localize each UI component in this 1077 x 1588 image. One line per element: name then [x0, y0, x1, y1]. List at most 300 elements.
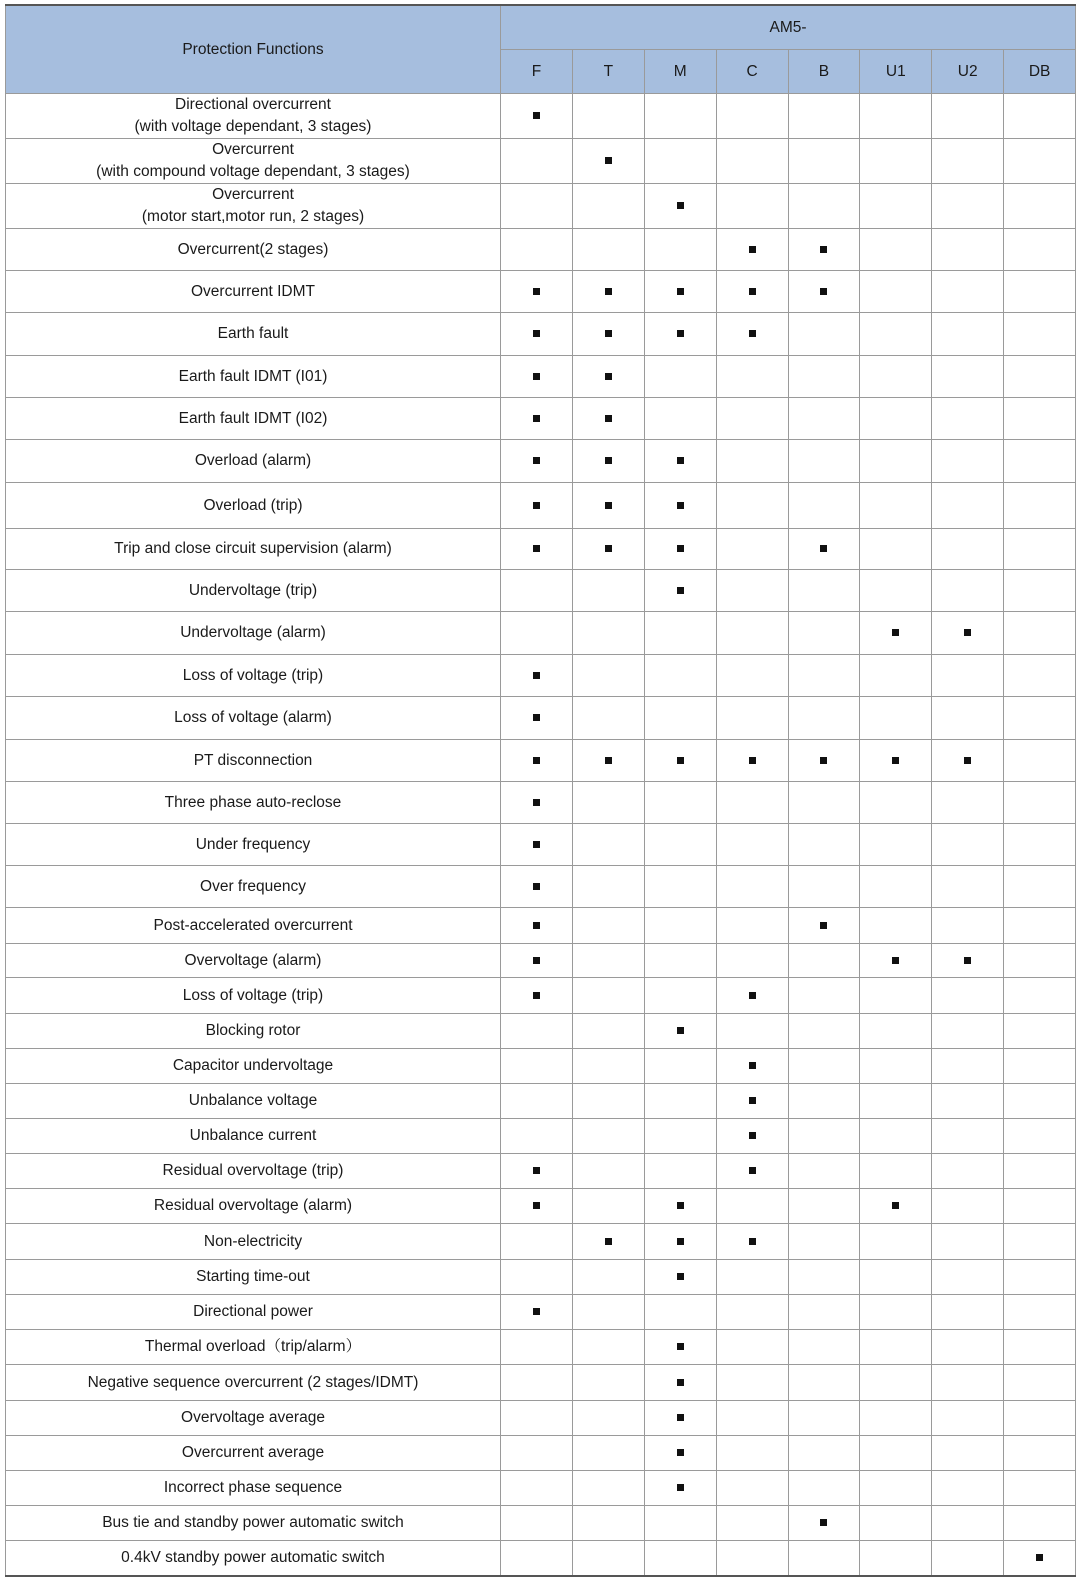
supported-mark-icon — [533, 841, 540, 848]
model-cell-u1 — [860, 908, 932, 944]
function-name-cell: Overload (alarm) — [6, 440, 501, 483]
model-cell-t — [572, 271, 644, 313]
table-row — [6, 1084, 1076, 1119]
model-cell-t — [572, 655, 644, 697]
supported-mark-icon — [820, 545, 827, 552]
model-cell-f — [501, 139, 573, 184]
model-cell-f — [501, 824, 573, 866]
model-cell-c — [716, 398, 788, 440]
model-cell-b — [788, 866, 860, 908]
table-row — [6, 570, 1076, 612]
model-cell-u2 — [932, 1224, 1004, 1260]
model-cell-b — [788, 1154, 860, 1189]
model-cell-f — [501, 440, 573, 483]
model-cell-f — [501, 1401, 573, 1436]
supported-mark-icon — [533, 1308, 540, 1315]
model-cell-u2 — [932, 944, 1004, 978]
function-name-cell: Overload (trip) — [6, 483, 501, 529]
model-cell-t — [572, 1224, 644, 1260]
model-cell-m — [644, 1260, 716, 1295]
model-cell-b — [788, 229, 860, 271]
function-name-cell: Blocking rotor — [6, 1014, 501, 1049]
table-row — [6, 824, 1076, 866]
model-cell-u1 — [860, 1084, 932, 1119]
model-cell-m — [644, 313, 716, 356]
supported-mark-icon — [892, 757, 899, 764]
model-cell-b — [788, 313, 860, 356]
model-cell-db — [1004, 782, 1076, 824]
supported-mark-icon — [533, 112, 540, 119]
model-cell-u2 — [932, 1295, 1004, 1330]
model-cell-m — [644, 229, 716, 271]
model-cell-u2 — [932, 1330, 1004, 1365]
supported-mark-icon — [677, 1027, 684, 1034]
model-cell-u1 — [860, 782, 932, 824]
table-row — [6, 440, 1076, 483]
model-cell-u2 — [932, 697, 1004, 740]
supported-mark-icon — [964, 957, 971, 964]
supported-mark-icon — [964, 757, 971, 764]
supported-mark-icon — [677, 757, 684, 764]
model-cell-f — [501, 908, 573, 944]
model-cell-b — [788, 740, 860, 782]
model-cell-b — [788, 1295, 860, 1330]
model-cell-u1 — [860, 1506, 932, 1541]
function-name-cell: Directional power — [6, 1295, 501, 1330]
model-cell-c — [716, 483, 788, 529]
model-cell-t — [572, 908, 644, 944]
model-cell-c — [716, 1330, 788, 1365]
model-cell-u1 — [860, 1189, 932, 1224]
model-cell-f — [501, 94, 573, 139]
model-cell-b — [788, 1330, 860, 1365]
model-cell-u2 — [932, 1471, 1004, 1506]
table-row — [6, 1330, 1076, 1365]
function-name-cell: Directional overcurrent (with voltage dependant, 3 stages) — [6, 94, 501, 139]
model-cell-db — [1004, 740, 1076, 782]
supported-mark-icon — [677, 202, 684, 209]
model-cell-m — [644, 1541, 716, 1576]
model-cell-c — [716, 1365, 788, 1401]
model-cell-c — [716, 356, 788, 398]
model-cell-db — [1004, 1154, 1076, 1189]
model-cell-f — [501, 1119, 573, 1154]
table-header — [6, 5, 1076, 94]
table-row — [6, 1224, 1076, 1260]
model-cell-u1 — [860, 1224, 932, 1260]
model-cell-c — [716, 184, 788, 229]
model-cell-u1 — [860, 824, 932, 866]
model-cell-c — [716, 978, 788, 1014]
model-cell-t — [572, 229, 644, 271]
table-row — [6, 229, 1076, 271]
supported-mark-icon — [820, 288, 827, 295]
model-cell-u2 — [932, 1506, 1004, 1541]
model-cell-b — [788, 184, 860, 229]
model-cell-db — [1004, 1260, 1076, 1295]
table-row — [6, 529, 1076, 570]
model-cell-t — [572, 184, 644, 229]
model-cell-b — [788, 978, 860, 1014]
model-cell-c — [716, 1295, 788, 1330]
model-cell-db — [1004, 570, 1076, 612]
table-row — [6, 908, 1076, 944]
table-row — [6, 1436, 1076, 1471]
model-cell-t — [572, 356, 644, 398]
supported-mark-icon — [533, 992, 540, 999]
supported-mark-icon — [677, 502, 684, 509]
model-cell-db — [1004, 866, 1076, 908]
model-cell-c — [716, 782, 788, 824]
model-cell-t — [572, 1506, 644, 1541]
model-cell-m — [644, 1506, 716, 1541]
model-cell-u1 — [860, 1154, 932, 1189]
model-cell-b — [788, 1224, 860, 1260]
function-name-cell: Overvoltage (alarm) — [6, 944, 501, 978]
model-cell-db — [1004, 1541, 1076, 1576]
model-cell-db — [1004, 1506, 1076, 1541]
model-cell-u1 — [860, 271, 932, 313]
supported-mark-icon — [677, 1414, 684, 1421]
function-name-cell: Three phase auto-reclose — [6, 782, 501, 824]
model-cell-u1 — [860, 1260, 932, 1295]
function-name-cell: Residual overvoltage (alarm) — [6, 1189, 501, 1224]
model-cell-u1 — [860, 697, 932, 740]
model-cell-f — [501, 398, 573, 440]
model-cell-m — [644, 1189, 716, 1224]
model-cell-m — [644, 740, 716, 782]
model-cell-m — [644, 529, 716, 570]
model-cell-u2 — [932, 313, 1004, 356]
model-cell-c — [716, 1189, 788, 1224]
model-cell-b — [788, 356, 860, 398]
model-cell-m — [644, 1471, 716, 1506]
supported-mark-icon — [964, 629, 971, 636]
model-cell-c — [716, 529, 788, 570]
model-cell-t — [572, 1436, 644, 1471]
model-cell-db — [1004, 1436, 1076, 1471]
model-cell-db — [1004, 1014, 1076, 1049]
model-group-header: AM5- — [501, 5, 1076, 50]
model-cell-u1 — [860, 740, 932, 782]
supported-mark-icon — [533, 545, 540, 552]
model-cell-f — [501, 1014, 573, 1049]
model-cell-f — [501, 1436, 573, 1471]
supported-mark-icon — [533, 714, 540, 721]
model-cell-m — [644, 944, 716, 978]
model-cell-m — [644, 94, 716, 139]
model-cell-c — [716, 740, 788, 782]
model-cell-u1 — [860, 1365, 932, 1401]
model-cell-db — [1004, 1471, 1076, 1506]
model-cell-b — [788, 398, 860, 440]
model-cell-u1 — [860, 866, 932, 908]
model-cell-t — [572, 612, 644, 655]
model-cell-c — [716, 1119, 788, 1154]
table-row — [6, 1365, 1076, 1401]
model-cell-u1 — [860, 1541, 932, 1576]
model-cell-f — [501, 1506, 573, 1541]
model-cell-db — [1004, 1295, 1076, 1330]
model-cell-u1 — [860, 229, 932, 271]
model-cell-t — [572, 483, 644, 529]
model-cell-u2 — [932, 1401, 1004, 1436]
table-row — [6, 1154, 1076, 1189]
model-cell-f — [501, 1224, 573, 1260]
model-cell-t — [572, 1260, 644, 1295]
function-name-cell: Under frequency — [6, 824, 501, 866]
function-name-cell: Overcurrent (with compound voltage dependant, 3 stages) — [6, 139, 501, 184]
model-cell-u1 — [860, 1330, 932, 1365]
supported-mark-icon — [820, 922, 827, 929]
model-cell-t — [572, 1119, 644, 1154]
model-cell-t — [572, 1365, 644, 1401]
model-cell-b — [788, 1436, 860, 1471]
supported-mark-icon — [892, 957, 899, 964]
model-cell-u2 — [932, 782, 1004, 824]
model-cell-u2 — [932, 398, 1004, 440]
model-header-u1: U1 — [860, 50, 932, 94]
model-cell-t — [572, 398, 644, 440]
model-cell-db — [1004, 356, 1076, 398]
model-cell-u1 — [860, 655, 932, 697]
table-row — [6, 1295, 1076, 1330]
model-cell-db — [1004, 229, 1076, 271]
function-name-cell: 0.4kV standby power automatic switch — [6, 1541, 501, 1576]
supported-mark-icon — [892, 629, 899, 636]
model-cell-u1 — [860, 184, 932, 229]
table-body — [6, 94, 1076, 1576]
model-cell-u2 — [932, 440, 1004, 483]
model-cell-db — [1004, 1330, 1076, 1365]
model-cell-u1 — [860, 94, 932, 139]
model-cell-t — [572, 440, 644, 483]
function-name-cell: PT disconnection — [6, 740, 501, 782]
model-cell-b — [788, 1119, 860, 1154]
model-cell-b — [788, 570, 860, 612]
model-cell-c — [716, 1506, 788, 1541]
model-cell-m — [644, 1295, 716, 1330]
model-cell-u1 — [860, 356, 932, 398]
function-name-cell: Capacitor undervoltage — [6, 1049, 501, 1084]
model-cell-c — [716, 1541, 788, 1576]
model-cell-u1 — [860, 139, 932, 184]
model-cell-t — [572, 313, 644, 356]
model-cell-u2 — [932, 1541, 1004, 1576]
model-cell-f — [501, 1330, 573, 1365]
supported-mark-icon — [605, 502, 612, 509]
model-cell-t — [572, 1330, 644, 1365]
supported-mark-icon — [749, 757, 756, 764]
model-cell-db — [1004, 1049, 1076, 1084]
model-cell-m — [644, 866, 716, 908]
table-row — [6, 94, 1076, 139]
model-cell-u2 — [932, 184, 1004, 229]
model-cell-db — [1004, 612, 1076, 655]
model-cell-t — [572, 1401, 644, 1436]
model-cell-u1 — [860, 440, 932, 483]
function-name-cell: Undervoltage (trip) — [6, 570, 501, 612]
table-row — [6, 612, 1076, 655]
model-cell-db — [1004, 271, 1076, 313]
model-cell-t — [572, 740, 644, 782]
supported-mark-icon — [749, 246, 756, 253]
model-cell-u2 — [932, 483, 1004, 529]
table-row — [6, 139, 1076, 184]
model-cell-t — [572, 94, 644, 139]
model-cell-f — [501, 570, 573, 612]
model-cell-m — [644, 139, 716, 184]
model-cell-f — [501, 1295, 573, 1330]
model-cell-t — [572, 1471, 644, 1506]
model-cell-c — [716, 271, 788, 313]
model-cell-c — [716, 908, 788, 944]
supported-mark-icon — [749, 1097, 756, 1104]
model-header-m: M — [644, 50, 716, 94]
model-cell-t — [572, 570, 644, 612]
model-cell-db — [1004, 1189, 1076, 1224]
model-cell-u1 — [860, 1014, 932, 1049]
model-cell-c — [716, 655, 788, 697]
supported-mark-icon — [533, 1202, 540, 1209]
supported-mark-icon — [533, 373, 540, 380]
model-cell-b — [788, 1541, 860, 1576]
model-cell-db — [1004, 398, 1076, 440]
model-cell-t — [572, 1014, 644, 1049]
function-name-cell: Earth fault IDMT (I02) — [6, 398, 501, 440]
model-cell-m — [644, 1436, 716, 1471]
model-cell-t — [572, 529, 644, 570]
model-cell-db — [1004, 313, 1076, 356]
model-cell-m — [644, 1401, 716, 1436]
model-cell-f — [501, 1471, 573, 1506]
model-cell-m — [644, 908, 716, 944]
model-cell-c — [716, 1049, 788, 1084]
model-cell-t — [572, 1295, 644, 1330]
model-cell-b — [788, 1401, 860, 1436]
model-cell-c — [716, 1471, 788, 1506]
model-cell-u1 — [860, 1436, 932, 1471]
function-name-cell: Loss of voltage (alarm) — [6, 697, 501, 740]
model-cell-m — [644, 440, 716, 483]
function-name-cell: Loss of voltage (trip) — [6, 978, 501, 1014]
model-cell-f — [501, 655, 573, 697]
supported-mark-icon — [677, 330, 684, 337]
model-cell-m — [644, 1014, 716, 1049]
table-row — [6, 313, 1076, 356]
model-cell-f — [501, 1154, 573, 1189]
table-row — [6, 655, 1076, 697]
model-cell-m — [644, 1224, 716, 1260]
model-header-u2: U2 — [932, 50, 1004, 94]
model-cell-c — [716, 229, 788, 271]
supported-mark-icon — [605, 545, 612, 552]
supported-mark-icon — [533, 415, 540, 422]
supported-mark-icon — [605, 288, 612, 295]
supported-mark-icon — [605, 457, 612, 464]
function-name-cell: Overcurrent average — [6, 1436, 501, 1471]
table-row — [6, 866, 1076, 908]
model-cell-c — [716, 440, 788, 483]
model-cell-m — [644, 356, 716, 398]
model-cell-f — [501, 184, 573, 229]
model-cell-m — [644, 1084, 716, 1119]
table-row — [6, 740, 1076, 782]
model-cell-c — [716, 1436, 788, 1471]
model-cell-u2 — [932, 1119, 1004, 1154]
model-cell-m — [644, 271, 716, 313]
supported-mark-icon — [677, 1484, 684, 1491]
model-cell-m — [644, 824, 716, 866]
model-cell-m — [644, 612, 716, 655]
model-cell-c — [716, 1224, 788, 1260]
model-cell-u2 — [932, 271, 1004, 313]
model-cell-f — [501, 1084, 573, 1119]
supported-mark-icon — [533, 799, 540, 806]
model-cell-t — [572, 1541, 644, 1576]
table-row — [6, 1541, 1076, 1576]
model-cell-b — [788, 697, 860, 740]
function-name-cell: Overvoltage average — [6, 1401, 501, 1436]
table-row — [6, 1189, 1076, 1224]
model-cell-b — [788, 1014, 860, 1049]
model-cell-t — [572, 824, 644, 866]
supported-mark-icon — [749, 1132, 756, 1139]
table-row — [6, 1506, 1076, 1541]
model-cell-u2 — [932, 529, 1004, 570]
supported-mark-icon — [749, 1062, 756, 1069]
function-name-cell: Post-accelerated overcurrent — [6, 908, 501, 944]
function-name-cell: Trip and close circuit supervision (alarm) — [6, 529, 501, 570]
model-cell-c — [716, 866, 788, 908]
model-cell-db — [1004, 1224, 1076, 1260]
supported-mark-icon — [677, 1238, 684, 1245]
model-cell-u2 — [932, 1014, 1004, 1049]
model-cell-u2 — [932, 824, 1004, 866]
supported-mark-icon — [533, 757, 540, 764]
model-cell-c — [716, 612, 788, 655]
table-row — [6, 356, 1076, 398]
supported-mark-icon — [677, 457, 684, 464]
model-cell-c — [716, 313, 788, 356]
model-cell-c — [716, 139, 788, 184]
supported-mark-icon — [677, 1273, 684, 1280]
model-cell-u1 — [860, 483, 932, 529]
table-row — [6, 944, 1076, 978]
model-cell-f — [501, 1189, 573, 1224]
model-cell-f — [501, 529, 573, 570]
model-cell-f — [501, 1541, 573, 1576]
table-row — [6, 271, 1076, 313]
table-row — [6, 1014, 1076, 1049]
supported-mark-icon — [533, 922, 540, 929]
model-cell-t — [572, 1084, 644, 1119]
model-cell-u2 — [932, 1260, 1004, 1295]
supported-mark-icon — [749, 992, 756, 999]
table-row — [6, 398, 1076, 440]
function-name-cell: Starting time-out — [6, 1260, 501, 1295]
model-cell-m — [644, 655, 716, 697]
model-cell-db — [1004, 655, 1076, 697]
table-row — [6, 1119, 1076, 1154]
model-cell-db — [1004, 697, 1076, 740]
table-row — [6, 184, 1076, 229]
model-cell-u1 — [860, 978, 932, 1014]
model-cell-c — [716, 94, 788, 139]
model-cell-m — [644, 184, 716, 229]
supported-mark-icon — [892, 1202, 899, 1209]
function-name-cell: Non-electricity — [6, 1224, 501, 1260]
